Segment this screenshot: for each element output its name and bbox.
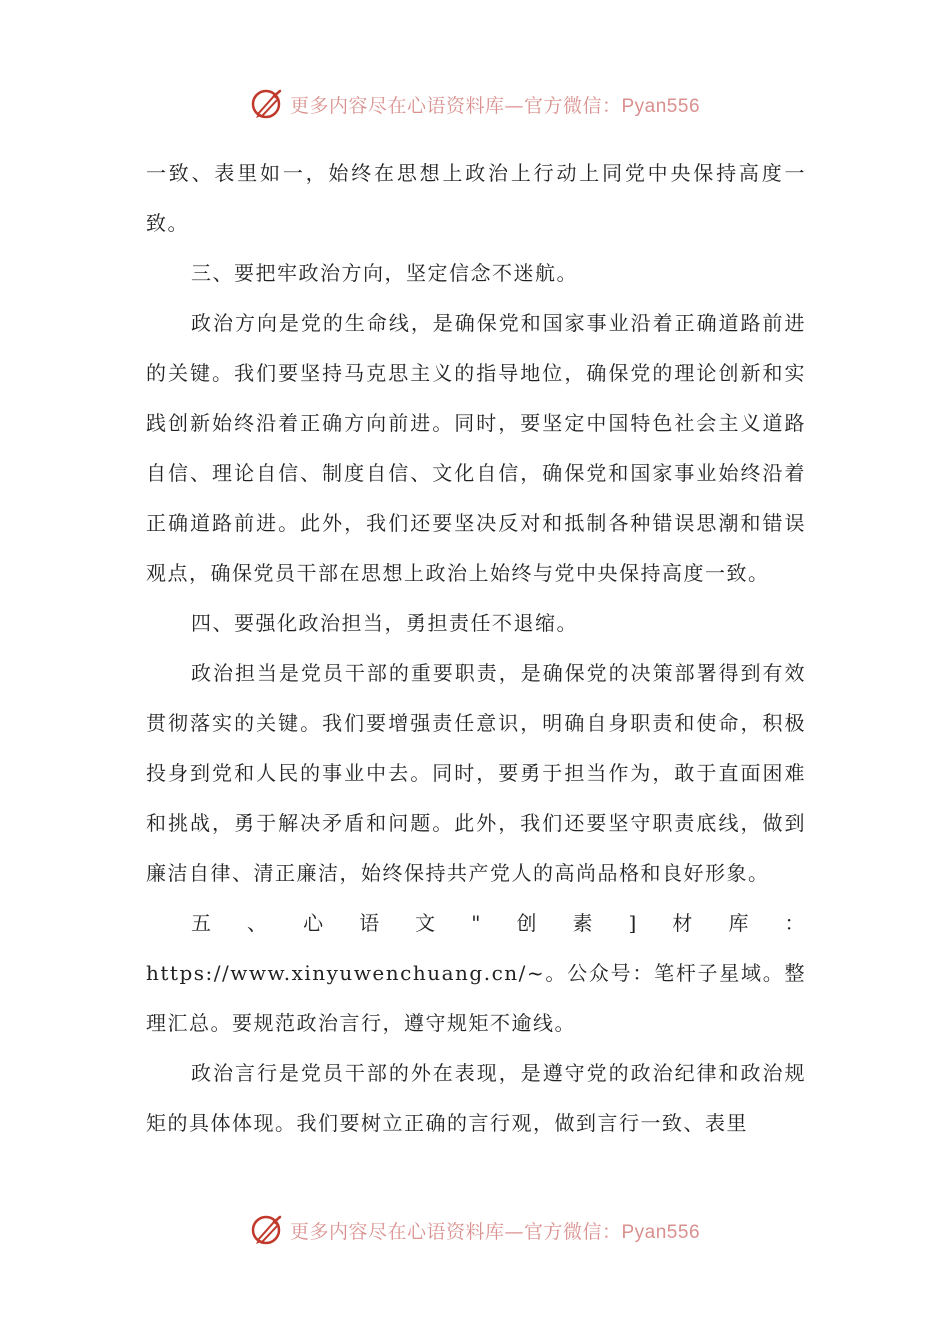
- watermark-id: Pyan556: [621, 1221, 701, 1243]
- pen-logo-icon: [250, 87, 284, 121]
- paragraph: 四、要强化政治担当，勇担责任不退缩。: [191, 611, 578, 635]
- document-body: [146, 148, 806, 1148]
- paragraph: 政治担当是党员干部的重要职责，是确保党的决策部署得到有效贯彻落实的关键。我们要增强责任意识，明确自身职责和使命，积极投身到党和人民的事业中去。同时，要勇于担当作为，敢于直面困难和挑战，勇于解决矛盾和问题。此外，我们还要坚守职责底线，做到廉洁自律、清正廉洁，始终保持共产党人的高尚品格和良好形象。: [146, 661, 806, 885]
- paragraph: 政治言行是党员干部的外在表现，是遵守党的政治纪律和政治规矩的具体体现。我们要树立正确的言行观，做到言行一致、表里: [146, 1061, 806, 1135]
- paragraph: 一致、表里如一，始终在思想上政治上行动上同党中央保持高度一致。: [146, 161, 806, 235]
- paragraph: 政治方向是党的生命线，是确保党和国家事业沿着正确道路前进的关键。我们要坚持马克思主义的指导地位，确保党的理论创新和实践创新始终沿着正确方向前进。同时，要坚定中国特色社会主义道路自信、理论自信、制度自信、文化自信，确保党和国家事业始终沿着正确道路前进。此外，我们还要坚决反对和抵制各种错误思潮和错误观点，确保党员干部在思想上政治上始终与党中央保持高度一致。: [146, 311, 806, 585]
- watermark-id: Pyan556: [621, 95, 701, 117]
- paragraph: 三、要把牢政治方向，坚定信念不迷航。: [191, 261, 578, 285]
- paragraph: 五、心语文"创素]材库：https://www.xinyuwenchuang.cn/~。公众号：笔杆子星域。整理汇总。要规范政治言行，遵守规矩不逾线。: [146, 911, 806, 1035]
- watermark-text: 更多内容尽在心语资料库—官方微信：Pyan556: [289, 94, 701, 117]
- pen-logo-icon: [250, 1213, 284, 1247]
- footer-watermark: [0, 1210, 950, 1250]
- header-watermark: [0, 84, 950, 124]
- watermark-text: 更多内容尽在心语资料库—官方微信：Pyan556: [289, 1220, 701, 1243]
